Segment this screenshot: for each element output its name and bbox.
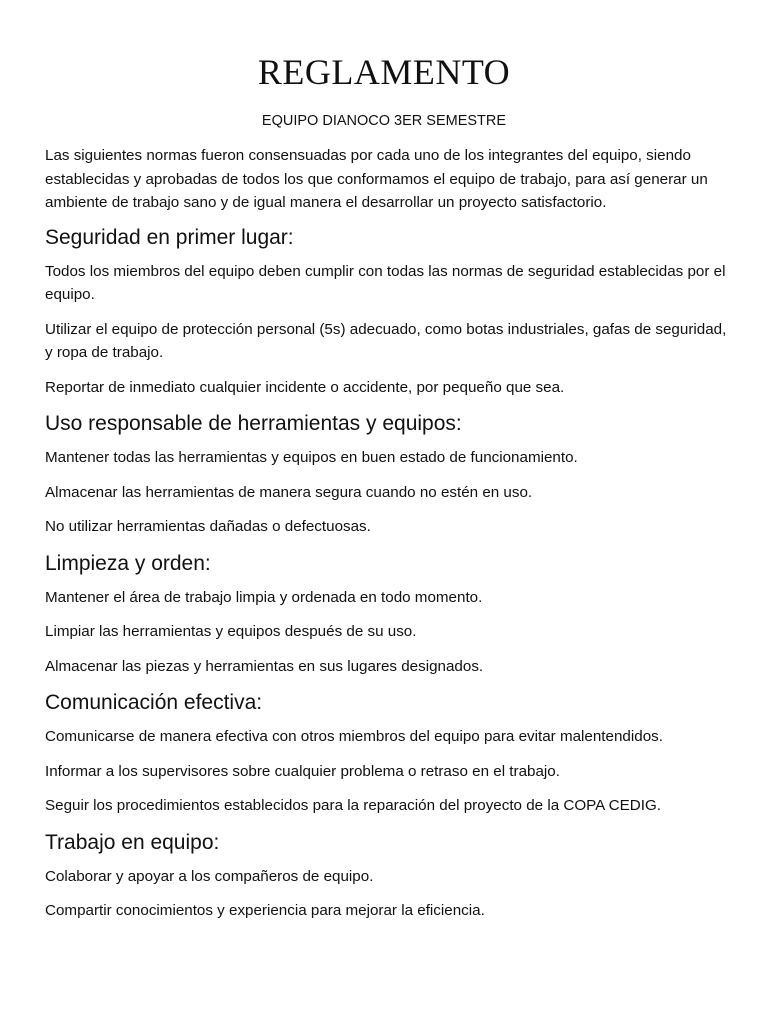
document-body (45, 144, 735, 934)
rule-list (45, 260, 735, 400)
rule-item: Colaborar y apoyar a los compañeros de equipo. (45, 867, 374, 885)
rule-item: Mantener todas las herramientas y equipos en buen estado de funcionamiento. (45, 449, 578, 466)
rule-list (45, 865, 735, 923)
section-comunicacion (45, 689, 735, 818)
rule-item: Comunicarse de manera efectiva con otros miembros del equipo para evitar malentendidos. (45, 728, 663, 745)
document-subtitle: EQUIPO DIANOCO 3ER SEMESTRE (261, 113, 507, 129)
rule-list (45, 586, 735, 679)
rule-item: Almacenar las piezas y herramientas en sus lugares designados. (45, 657, 484, 675)
rule-item: Todos los miembros del equipo deben cumplir con todas las normas de seguridad establecidas por el equipo. (45, 262, 726, 303)
rule-item: No utilizar herramientas dañadas o defectuosas. (45, 518, 371, 535)
section-heading: Trabajo en equipo: (45, 830, 220, 854)
rule-item: Compartir conocimientos y experiencia para mejorar la eficiencia. (45, 902, 485, 919)
rule-item: Utilizar el equipo de protección personal (5s) adecuado, como botas industriales, gafas de seguridad, y ropa de trabajo. (45, 320, 727, 361)
rule-item: Seguir los procedimientos establecidos para la reparación del proyecto de la COPA CEDIG. (45, 797, 661, 814)
section-heading: Limpieza y orden: (45, 551, 211, 575)
section-seguridad (45, 224, 735, 400)
document-title: REGLAMENTO (257, 52, 511, 92)
rule-list (45, 446, 735, 539)
rule-item: Informar a los supervisores sobre cualquier problema o retraso en el trabajo. (45, 762, 560, 780)
section-limpieza (45, 550, 735, 679)
rule-item: Limpiar las herramientas y equipos después de su uso. (45, 623, 417, 640)
intro-paragraph: Las siguientes normas fueron consensuadas por cada uno de los integrantes del equipo, siendo establecidas y aprobadas de todos los que conformamos el equipo de trabajo, para así generar un ambiente de trabajo sano y de igual manera el desarrollar un proyecto satisfactorio. (45, 147, 708, 211)
section-heading: Seguridad en primer lugar: (45, 225, 294, 249)
section-heading: Comunicación efectiva: (45, 691, 263, 714)
rule-item: Mantener el área de trabajo limpia y ordenada en todo momento. (45, 588, 483, 606)
section-heading: Uso responsable de herramientas y equipos: (45, 412, 462, 435)
section-trabajo-equipo (45, 829, 735, 923)
section-herramientas (45, 410, 735, 539)
rule-list (45, 725, 735, 818)
rule-item: Almacenar las herramientas de manera segura cuando no estén en uso. (45, 483, 533, 501)
rule-item: Reportar de inmediato cualquier incidente o accidente, por pequeño que sea. (45, 378, 565, 396)
